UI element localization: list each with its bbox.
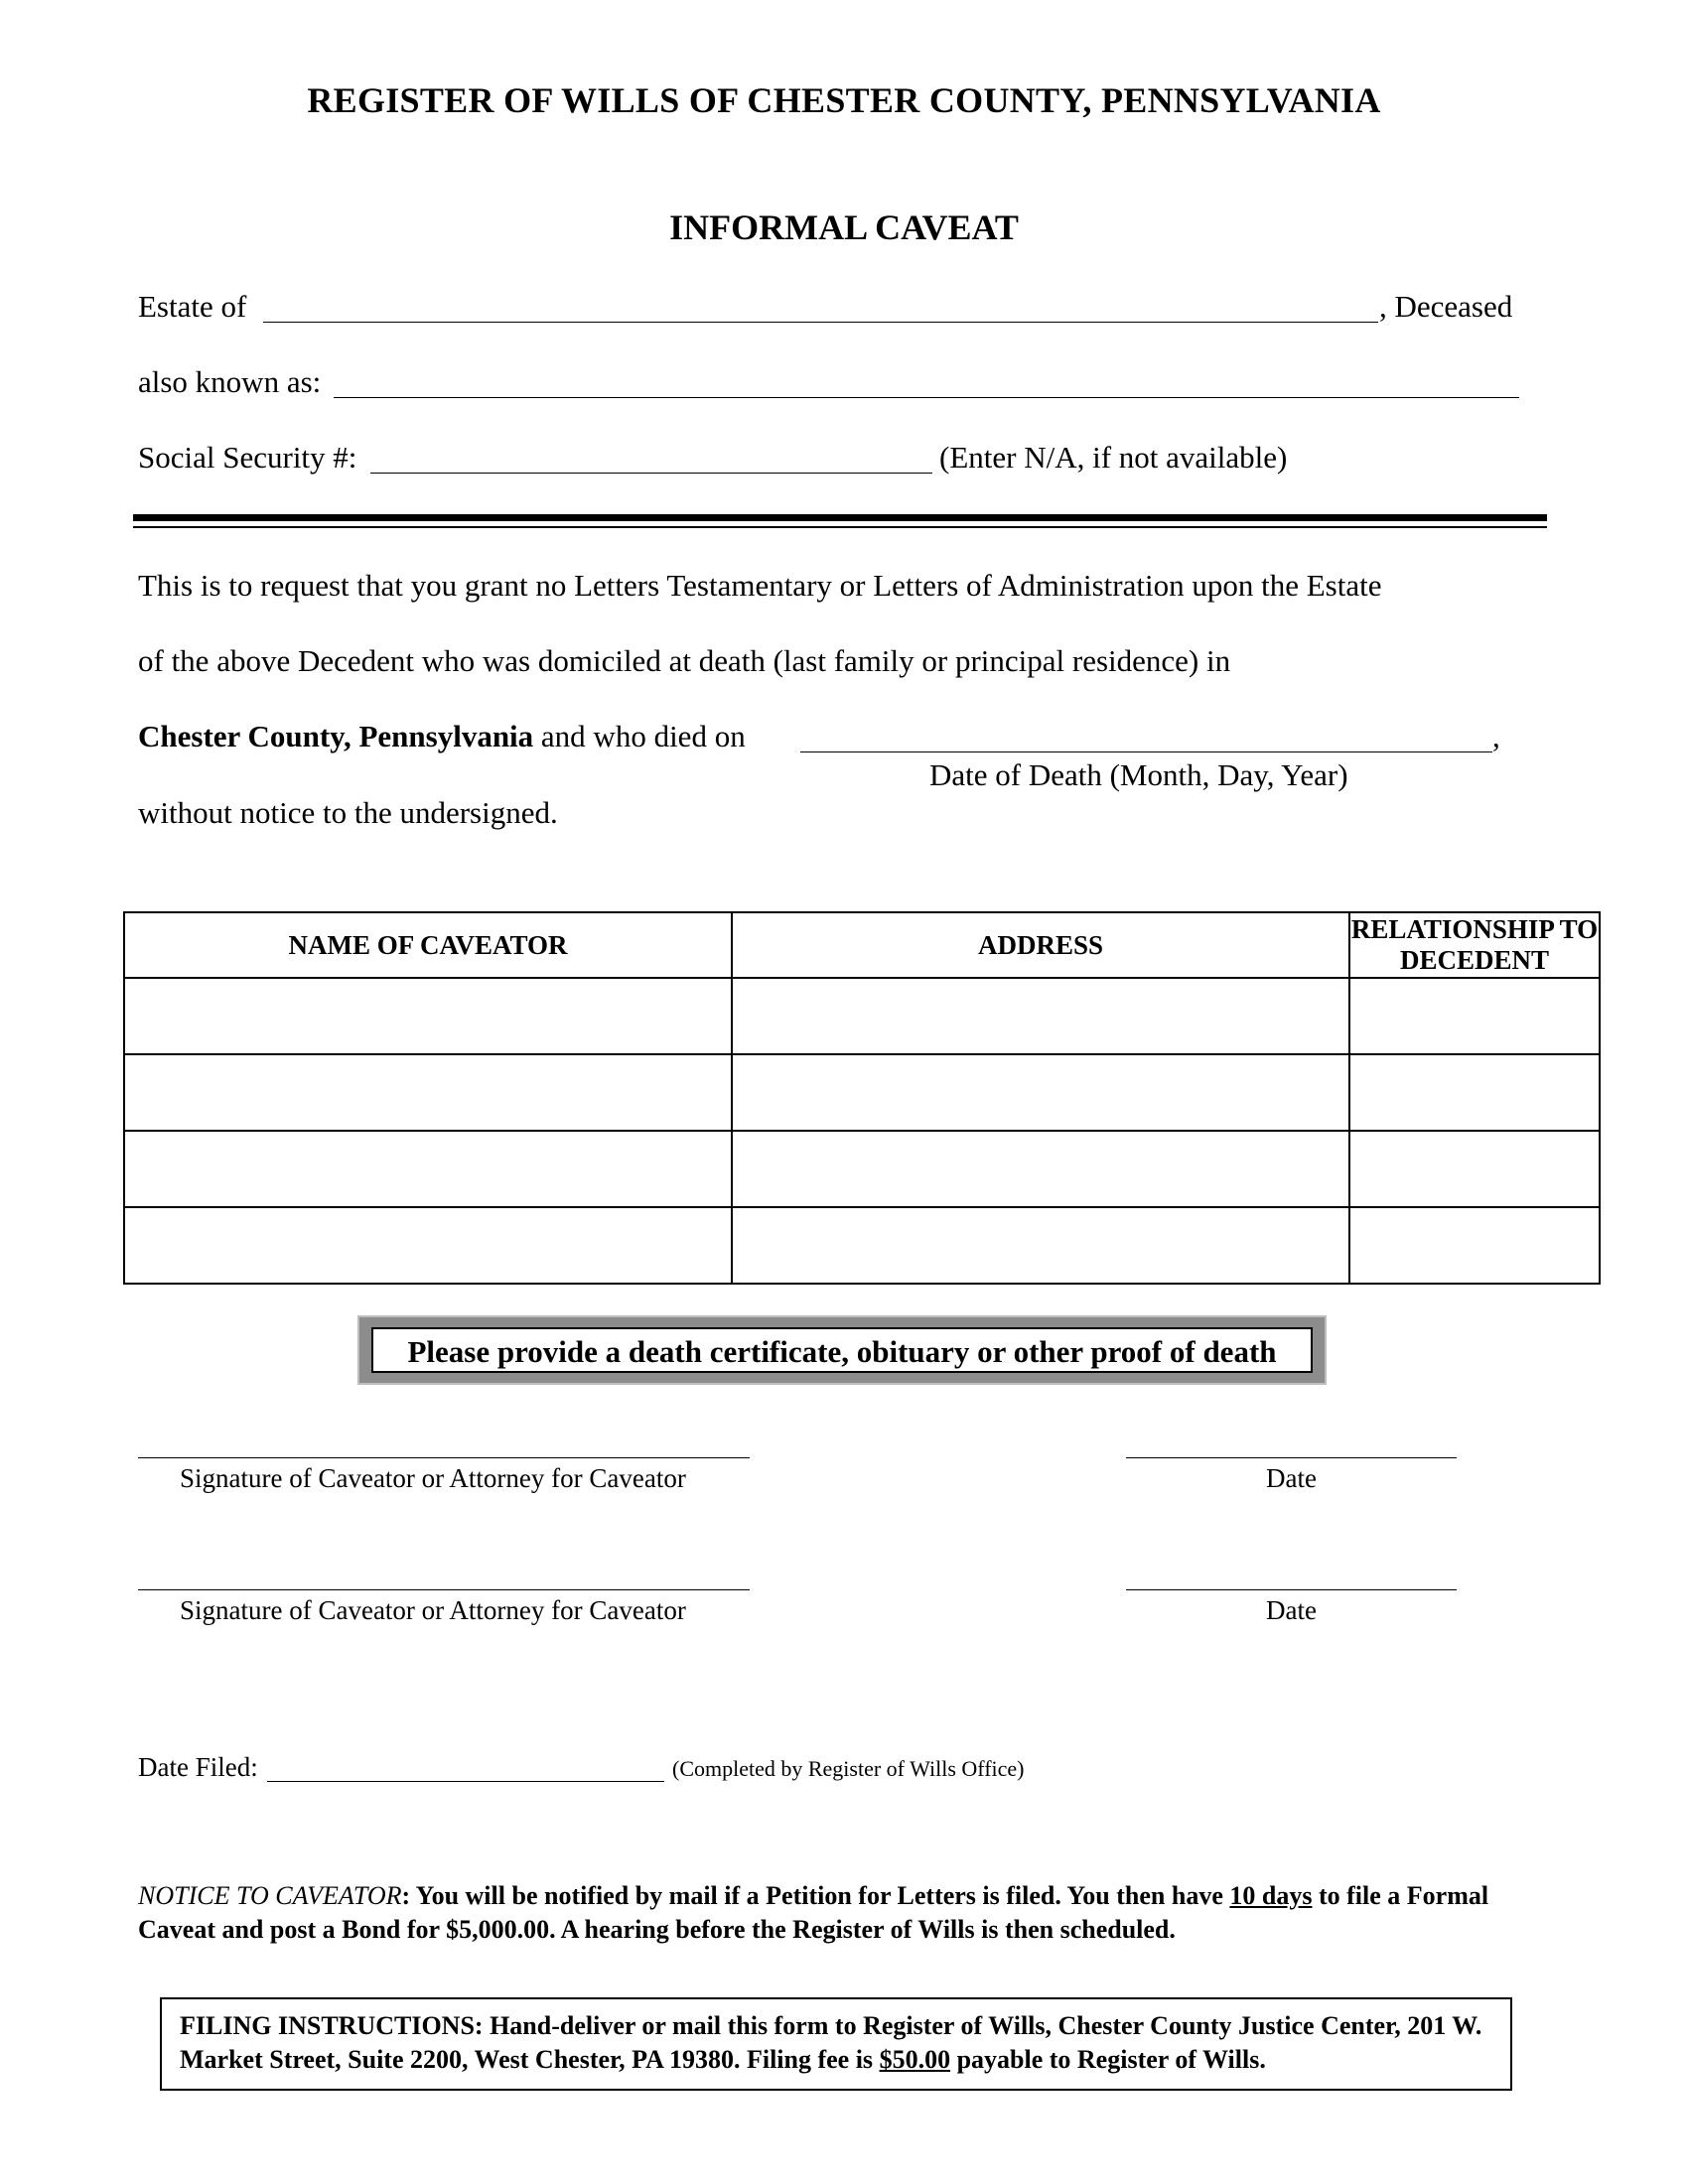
section-divider — [133, 514, 1547, 521]
caveator-name-cell[interactable] — [124, 1207, 732, 1284]
col-header-name: NAME OF CAVEATOR — [124, 912, 732, 978]
table-row — [124, 1054, 1600, 1131]
date-of-death-caption: Date of Death (Month, Day, Year) — [929, 757, 1348, 792]
section-divider-thin — [133, 526, 1547, 528]
caveator-address-cell[interactable] — [732, 1207, 1349, 1284]
caveator-relationship-cell[interactable] — [1349, 1054, 1600, 1131]
caveator-address-cell[interactable] — [732, 1054, 1349, 1131]
form-title: INFORMAL CAVEAT — [669, 207, 1019, 247]
dod-comma: , — [1492, 719, 1500, 753]
caveator-name-cell[interactable] — [124, 978, 732, 1054]
signature-line-2[interactable] — [138, 1589, 750, 1590]
table-row — [124, 1131, 1600, 1207]
request-line-3 — [138, 719, 746, 754]
notice-text-2: to file a Formal Caveat and post a Bond for $5,000.00. A hearing before the Register of Wills is then scheduled. — [138, 1881, 1489, 1944]
date-line-2[interactable] — [1126, 1589, 1457, 1590]
date-of-death-field[interactable] — [800, 751, 1492, 752]
request-line-2: of the above Decedent who was domiciled at death (last family or principal residence) in — [138, 643, 1231, 678]
filing-text-1: FILING INSTRUCTIONS: Hand-deliver or mail this form to Register of Wills, Chester County Justice Center, 201 W. Market Street, Suite 2200, West Chester, PA 19380. Filing fee is — [180, 2011, 1482, 2074]
date-label-2: Date — [1266, 1595, 1317, 1625]
date-line-1[interactable] — [1126, 1457, 1457, 1458]
office-title: REGISTER OF WILLS OF CHESTER COUNTY, PENNSYLVANIA — [307, 80, 1381, 120]
date-label-1: Date — [1266, 1463, 1317, 1493]
proof-of-death-notice: Please provide a death certificate, obituary or other proof of death — [371, 1327, 1313, 1373]
col-header-address: ADDRESS — [732, 912, 1349, 978]
aka-field[interactable] — [334, 397, 1519, 398]
date-filed-note: (Completed by Register of Wills Office) — [672, 1756, 1025, 1781]
signature-line-1[interactable] — [138, 1457, 750, 1458]
caveator-table — [123, 911, 1601, 1285]
caveator-relationship-cell[interactable] — [1349, 978, 1600, 1054]
aka-label: also known as: — [138, 364, 322, 399]
caveator-relationship-cell[interactable] — [1349, 1131, 1600, 1207]
filing-text-2: payable to Register of Wills. — [950, 2045, 1266, 2074]
ssn-field[interactable] — [370, 473, 932, 474]
ssn-hint: (Enter N/A, if not available) — [939, 440, 1288, 475]
county-name: Chester County, Pennsylvania — [138, 719, 534, 753]
table-header-row — [124, 912, 1600, 978]
filing-fee: $50.00 — [879, 2045, 951, 2074]
deceased-suffix: , Deceased — [1379, 289, 1513, 324]
proof-of-death-box — [357, 1315, 1327, 1385]
request-line-1: This is to request that you grant no Letters Testamentary or Letters of Administration upon the Estate — [138, 568, 1382, 603]
request-line-4: without notice to the undersigned. — [138, 795, 558, 830]
caveator-name-cell[interactable] — [124, 1054, 732, 1131]
notice-to-caveator — [138, 1879, 1558, 1947]
caveator-address-cell[interactable] — [732, 1131, 1349, 1207]
col-header-relationship: RELATIONSHIP TO DECEDENT — [1349, 912, 1600, 978]
notice-lead: NOTICE TO CAVEATOR — [138, 1881, 402, 1910]
date-filed-field[interactable] — [267, 1781, 664, 1782]
table-row — [124, 1207, 1600, 1284]
estate-name-field[interactable] — [263, 322, 1378, 323]
caveator-relationship-cell[interactable] — [1349, 1207, 1600, 1284]
estate-of-label: Estate of — [138, 289, 247, 324]
notice-text-1: : You will be notified by mail if a Petition for Letters is filed. You then have — [401, 1881, 1230, 1910]
ssn-label: Social Security #: — [138, 440, 357, 475]
filing-instructions-box — [160, 1997, 1512, 2091]
date-filed-label: Date Filed: — [138, 1752, 258, 1782]
died-on-text: and who died on — [533, 719, 746, 753]
signature-label-1: Signature of Caveator or Attorney for Caveator — [180, 1463, 686, 1493]
signature-label-2: Signature of Caveator or Attorney for Caveator — [180, 1595, 686, 1625]
table-row — [124, 978, 1600, 1054]
notice-days: 10 days — [1229, 1881, 1313, 1910]
caveator-name-cell[interactable] — [124, 1131, 732, 1207]
caveator-address-cell[interactable] — [732, 978, 1349, 1054]
